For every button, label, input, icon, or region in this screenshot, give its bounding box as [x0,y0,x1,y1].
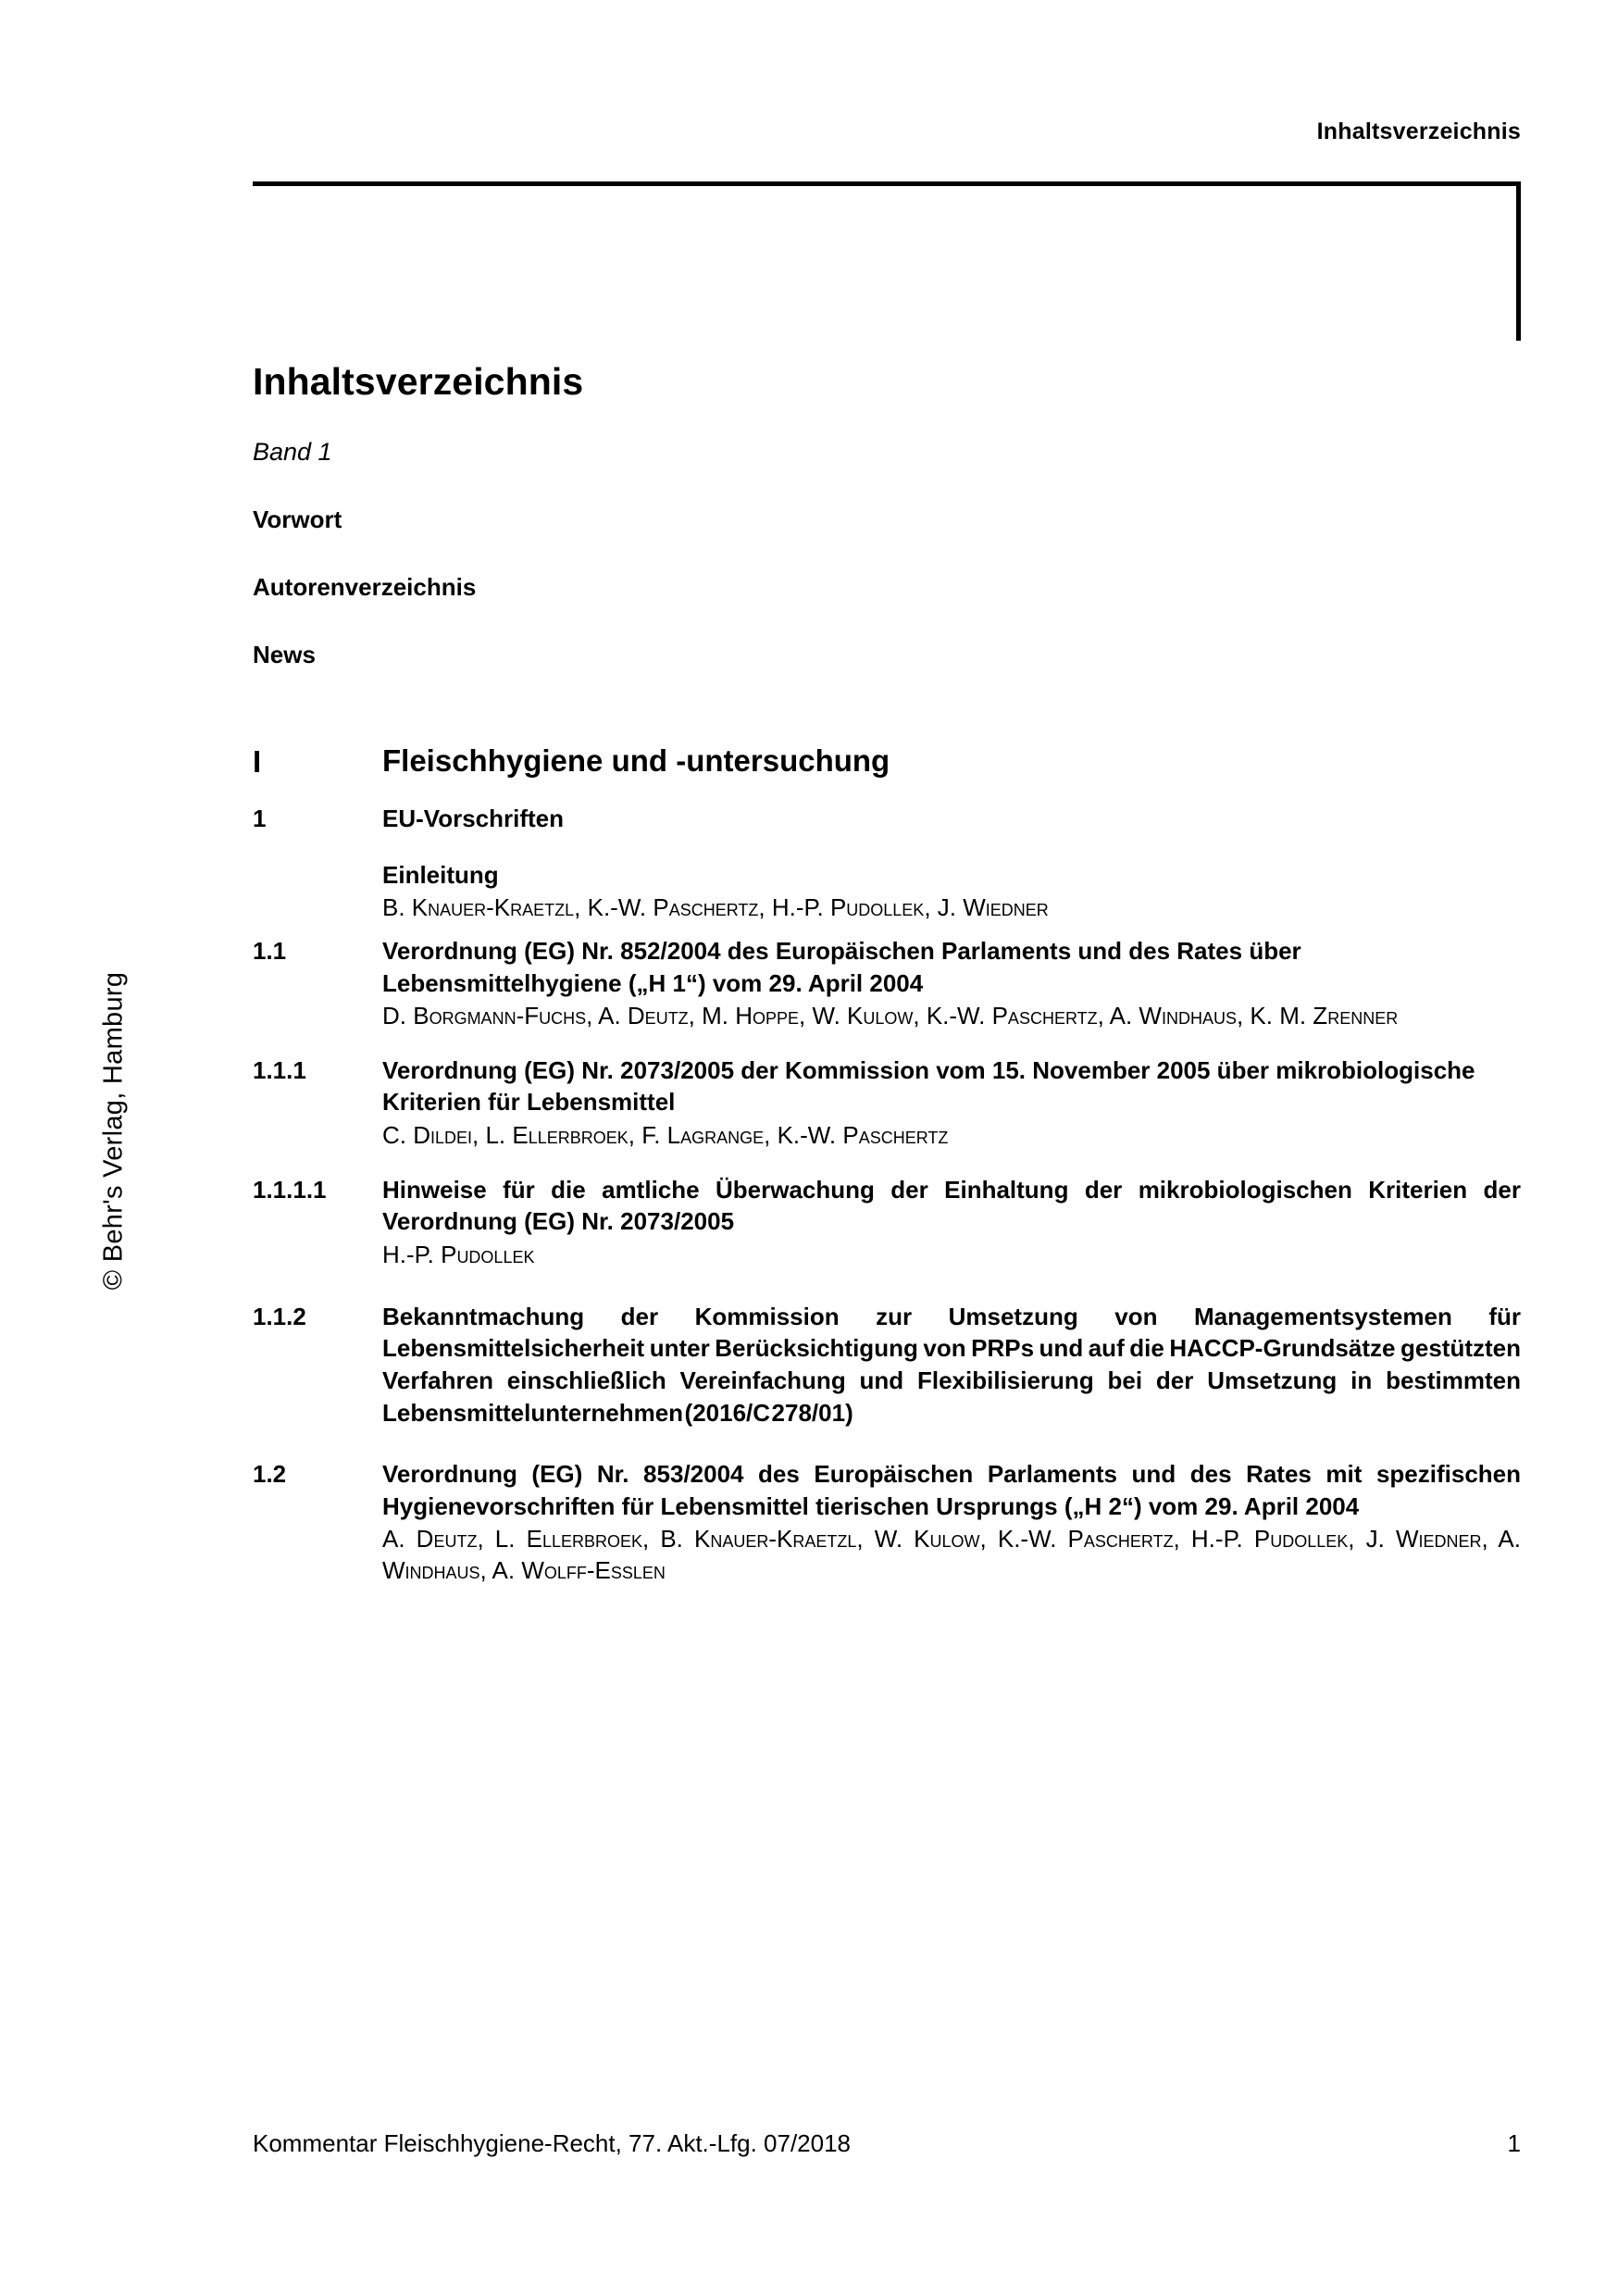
toc-entry-1-1[interactable] [253,935,1521,1032]
entry-authors: H.-P. Pudollek [382,1240,535,1268]
chapter-number: I [253,744,262,780]
table-of-contents [253,361,1521,1593]
entry-authors: D. Borgmann-Fuchs, A. Deutz, M. Hoppe, W. Kulow, K.-W. Paschertz, A. Windhaus, K. M. Zrenner [382,1002,1399,1030]
entry-title: Verordnung (EG) Nr. 2073/2005 der Kommission vom 15. November 2005 über mikrobiologische Kriterien für Lebensmittel [382,1055,1475,1117]
toc-entry-1[interactable] [253,803,1521,924]
entry-authors: A. Deutz, L. Ellerbroek, B. Knauer-Kraetzl, W. Kulow, K.-W. Paschertz, H.-P. Pudollek, J. Wiedner, A. Windhaus, A. Wolff-Esslen [382,1525,1521,1585]
volume-label: Band 1 [253,438,332,467]
toc-entry-1-1-1[interactable] [253,1054,1521,1152]
running-header: Inhaltsverzeichnis [1316,119,1521,144]
header-horizontal-rule [253,181,1521,186]
toc-entry-1-1-1-1[interactable] [253,1174,1521,1271]
entry-number: 1 [253,804,267,832]
entry-authors: C. Dildei, L. Ellerbroek, F. Lagrange, K.-W. Paschertz [382,1121,949,1150]
side-copyright-notice: © Behr's Verlag, Hamburg [98,971,129,1291]
front-matter-item-news[interactable]: News [253,641,316,669]
entry-number: 1.1.1.1 [253,1175,327,1204]
entry-title: Verordnung (EG) Nr. 852/2004 des Europäischen Parlaments und des Rates über Lebensmittelhygiene („H 1“) vom 29. April 2004 [382,936,1301,997]
entry-number: 1.1.2 [253,1302,306,1330]
entry-title: Verordnung (EG) Nr. 853/2004 des Europäischen Parlaments und des Rates mit spezifischen Hygienevorschriften für Lebensmittel tierischen Ursprungs („H 2“) vom 29. April 2004 [382,1460,1521,1520]
entry-title: Hinweise für die amtliche Überwachung der Einhaltung der mikrobiologischen Kriterien der Verordnung (EG) Nr. 2073/2005 [382,1175,1521,1236]
toc-entry-1-1-2[interactable] [253,1301,1521,1429]
entry-authors: B. Knauer-Kraetzl, K.-W. Paschertz, H.-P. Pudollek, J. Wiedner [382,893,1049,922]
chapter-title: Fleischhygiene und -untersuchung [382,743,890,779]
toc-chapter-heading[interactable] [253,742,1521,782]
entry-title: Bekanntmachung der Kommission zur Umsetzung von Managementsystemen für Lebensmittelsicherheit unter Berücksichtigung von PRPs und auf die HACCP-Grundsätze gestützten Verfahren einschließlich Vereinfachung und Flexibilisierung bei der Umsetzung in bestimmten Lebensmittelunternehmen (2016/C 278/01) [382,1302,1521,1427]
footer-source: Kommentar Fleischhygiene-Recht, 77. Akt.-Lfg. 07/2018 [253,2129,852,2157]
page-footer [253,2129,1521,2158]
toc-entry-1-2[interactable] [253,1458,1521,1587]
header-vertical-rule [1516,181,1521,341]
entry-number: 1.1 [253,936,287,965]
entry-title: EU-Vorschriften [382,804,564,832]
entry-number: 1.2 [253,1460,287,1489]
front-matter-item-vorwort[interactable]: Vorwort [253,505,342,534]
footer-page-number: 1 [1507,2129,1521,2157]
page-title: Inhaltsverzeichnis [253,360,584,403]
entry-subtitle: Einleitung [382,860,499,889]
front-matter-item-autorenverzeichnis[interactable]: Autorenverzeichnis [253,573,477,602]
entry-number: 1.1.1 [253,1055,306,1084]
